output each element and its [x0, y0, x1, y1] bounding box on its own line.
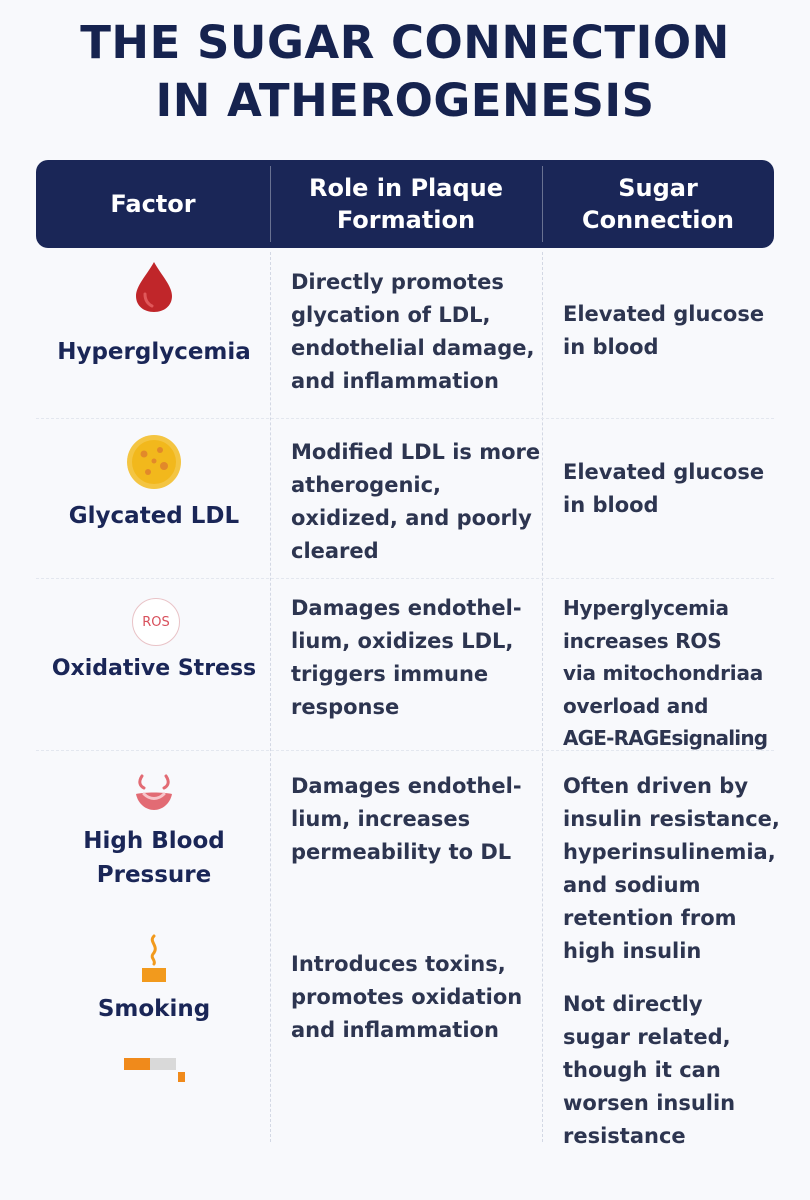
header-sugar: Sugar Connection — [581, 174, 735, 234]
glycated-ldl-particle-icon — [124, 432, 184, 492]
blood-pressure-icon — [130, 770, 178, 814]
role-smoking: Introduces toxins, promotes oxidation and inflammation — [291, 952, 523, 1042]
sugar-smoking: Not directly sugar related, though it can worsen insulin resistance — [563, 992, 736, 1148]
header-role: Role in Plaque Formation — [308, 174, 504, 234]
role-hyperglycemia: Directly promotes glycation of LDL, endothelial damage, and inflammation — [291, 270, 535, 393]
header-factor: Factor — [110, 190, 196, 218]
column-divider — [542, 252, 543, 1142]
sugar-hyperglycemia: Elevated glucose in blood — [563, 302, 765, 359]
factor-smoking: Smoking — [97, 996, 211, 1022]
column-divider — [270, 252, 271, 1142]
cigarette-icon — [122, 1056, 188, 1084]
role-glycated-ldl: Modified LDL is more atherogenic, oxidized, and poorly cleared — [291, 440, 541, 563]
factor-high-blood-pressure: High Blood Pressure — [83, 828, 225, 888]
factor-glycated-ldl: Glycated LDL — [68, 503, 240, 529]
title-line-1: THE SUGAR CONNECTION — [80, 16, 730, 69]
sugar-oxidative-stress: Hyperglycemia increases ROS via mitochondriaa overload and AGE-RAGEsignaling — [563, 596, 768, 750]
factor-hyperglycemia: Hyperglycemia — [57, 339, 251, 365]
factor-oxidative-stress: Oxidative Stress — [51, 656, 257, 681]
table-header — [36, 160, 774, 248]
blood-drop-icon — [133, 260, 175, 314]
row-divider — [36, 418, 774, 419]
sugar-high-blood-pressure: Often driven by insulin resistance, hyperinsulinemia, and sodium retention from high insulin — [563, 774, 780, 963]
row-divider — [36, 578, 774, 579]
page-title — [0, 14, 810, 130]
smoking-icon — [138, 932, 170, 984]
sugar-glycated-ldl: Elevated glucose in blood — [563, 460, 765, 517]
role-oxidative-stress: Damages endothel- lium, oxidizes LDL, triggers immune response — [291, 596, 522, 719]
role-high-blood-pressure: Damages endothel- lium, increases permeability to DL — [291, 774, 522, 864]
title-line-2: IN ATHEROGENESIS — [155, 74, 655, 127]
ros-icon: ROS — [132, 598, 180, 646]
